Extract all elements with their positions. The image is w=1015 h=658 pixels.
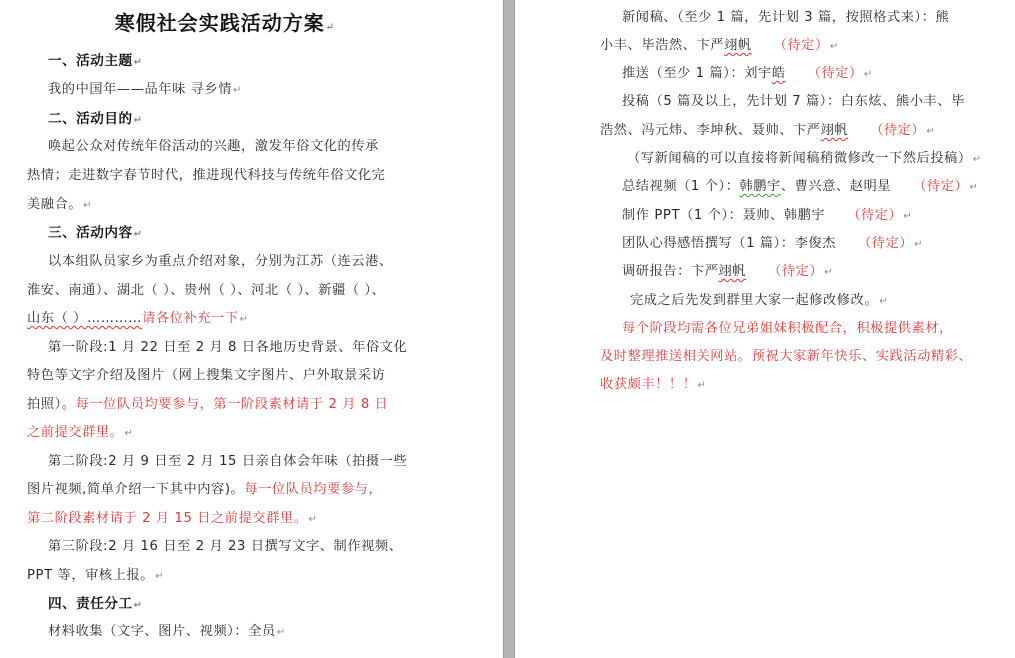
content-line-2: 淮安、南通）、湖北（ ）、贵州（ ）、河北（ ）、新疆（ ）、 xyxy=(27,283,386,298)
document-title: 寒假社会实践活动方案↵ xyxy=(114,11,336,35)
heading-activity-purpose: 二、活动目的↵ xyxy=(48,111,143,127)
purpose-line-2: 热情；走进数字春节时代，推进现代科技与传统年俗文化完 xyxy=(27,168,386,183)
closing-line-2: 及时整理推送相关网站。预祝大家新年快乐、实践活动精彩、 xyxy=(600,349,973,364)
done-line: 完成之后先发到群里大家一起修改修改。↵ xyxy=(630,293,889,308)
heading-activity-content: 三、活动内容↵ xyxy=(48,225,143,241)
page-gutter xyxy=(503,0,515,658)
purpose-line-3: 美融合。↵ xyxy=(27,197,93,212)
closing-line-1: 每个阶段均需各位兄弟姐妹积极配合，积极提供素材， xyxy=(622,321,953,336)
heading-activity-theme: 一、活动主题↵ xyxy=(48,53,143,69)
phase3-line-2: PPT 等，审核上报。↵ xyxy=(27,568,165,583)
insight-line: 团队心得感悟撰写（1 篇）：李俊杰 （待定）↵ xyxy=(622,236,924,251)
theme-text: 我的中国年——品年味 寻乡情↵ xyxy=(48,82,243,97)
ppt-line: 制作 PPT（1 个）：聂帅、韩鹏宇 （待定）↵ xyxy=(622,208,913,223)
news-line-2: 小丰、毕浩然、卞严翊帆 （待定）↵ xyxy=(600,38,839,53)
report-line: 调研报告：卞严翊帆 （待定）↵ xyxy=(622,264,834,279)
phase1-line-1: 第一阶段:1 月 22 日至 2 月 8 日各地历史背景、年俗文化 xyxy=(48,340,408,355)
video-line: 总结视频（1 个）：韩鹏宇、曹兴意、赵明星 （待定）↵ xyxy=(622,179,979,194)
submit-line-1: 投稿（5 篇及以上，先计划 7 篇）：白东炫、熊小丰、毕 xyxy=(622,94,965,109)
content-line-3: 山东（ ）…………请各位补充一下↵ xyxy=(27,311,249,326)
note-line: （写新闻稿的可以直接将新闻稿稍微修改一下然后投稿）↵ xyxy=(627,151,982,166)
closing-line-3: 收获颇丰！！！↵ xyxy=(600,377,707,392)
news-line-1: 新闻稿、（至少 1 篇，先计划 3 篇，按照格式来）：熊 xyxy=(622,10,950,25)
phase1-line-4: 之前提交群里。↵ xyxy=(27,425,134,440)
purpose-line-1: 唤起公众对传统年俗活动的兴趣，激发年俗文化的传承 xyxy=(48,139,379,154)
phase1-line-3: 拍照）。每一位队员均要参与，第一阶段素材请于 2 月 8 日 xyxy=(27,397,389,412)
phase2-line-3: 第二阶段素材请于 2 月 15 日之前提交群里。↵ xyxy=(27,511,318,526)
phase3-line-1: 第三阶段:2 月 16 日至 2 月 23 日撰写文字、制作视频、 xyxy=(48,539,403,554)
content-line-1: 以本组队员家乡为重点介绍对象，分别为江苏（连云港、 xyxy=(48,254,393,269)
push-line: 推送（至少 1 篇）：刘宇皓 （待定）↵ xyxy=(622,66,873,81)
materials-line: 材料收集（文字、图片、视频）：全员↵ xyxy=(48,624,286,639)
submit-line-2: 浩然、冯元炜、李坤秋、聂帅、卞严翊帆 （待定）↵ xyxy=(600,123,936,138)
document-page-right xyxy=(515,0,1015,658)
phase1-line-2: 特色等文字介绍及图片（网上搜集文字图片、户外取景采访 xyxy=(27,368,386,383)
heading-responsibilities: 四、责任分工↵ xyxy=(48,596,143,612)
phase2-line-1: 第二阶段:2 月 9 日至 2 月 15 日亲自体会年味（拍摄一些 xyxy=(48,454,408,469)
document-page-left xyxy=(0,0,503,658)
phase2-line-2: 图片视频,简单介绍一下其中内容)。每一位队员均要参与， xyxy=(27,482,383,497)
